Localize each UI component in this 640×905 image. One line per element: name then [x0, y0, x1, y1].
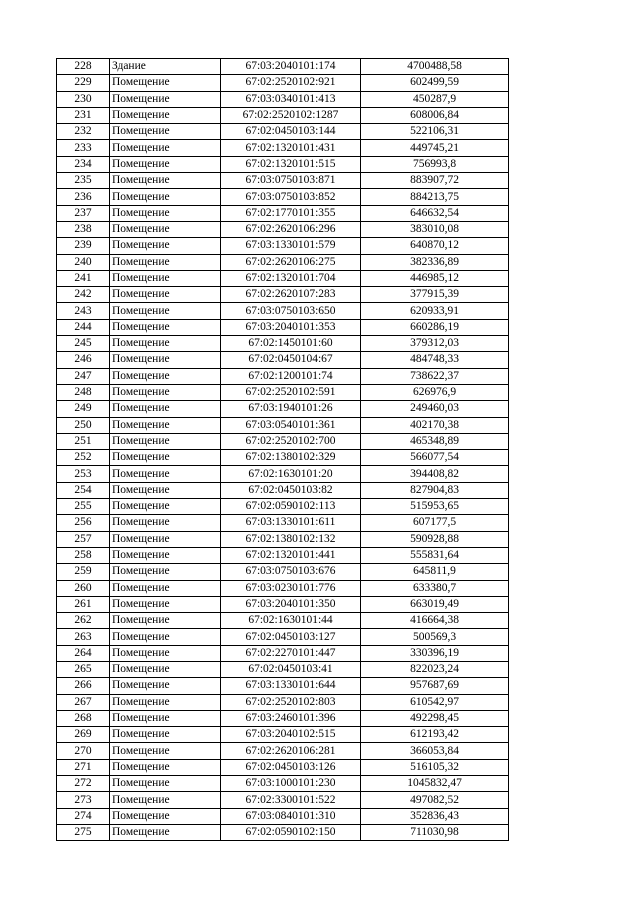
cadastral-number-cell: 67:02:1320101:431 — [221, 140, 361, 156]
row-number-cell: 247 — [57, 368, 110, 384]
cadastral-number-cell: 67:02:2520102:1287 — [221, 107, 361, 123]
table-row — [57, 352, 509, 368]
row-number-cell: 239 — [57, 238, 110, 254]
object-type-cell: Помещение — [110, 515, 221, 531]
cadastral-value-cell: 416664,38 — [361, 613, 509, 629]
cadastral-number-cell: 67:02:2620106:296 — [221, 221, 361, 237]
object-type-cell: Помещение — [110, 808, 221, 824]
object-type-cell: Помещение — [110, 368, 221, 384]
row-number-cell: 249 — [57, 401, 110, 417]
table-row — [57, 59, 509, 75]
table-row — [57, 450, 509, 466]
table-row — [57, 221, 509, 237]
cadastral-value-cell: 492298,45 — [361, 710, 509, 726]
row-number-cell: 244 — [57, 319, 110, 335]
cadastral-value-cell: 640870,12 — [361, 238, 509, 254]
row-number-cell: 270 — [57, 743, 110, 759]
cadastral-number-cell: 67:03:0230101:776 — [221, 580, 361, 596]
row-number-cell: 275 — [57, 824, 110, 840]
document-page — [56, 58, 508, 841]
cadastral-value-cell: 1045832,47 — [361, 776, 509, 792]
cadastral-value-cell: 566077,54 — [361, 450, 509, 466]
object-type-cell: Помещение — [110, 466, 221, 482]
row-number-cell: 259 — [57, 564, 110, 580]
table-row — [57, 75, 509, 91]
table-row — [57, 336, 509, 352]
table-row — [57, 270, 509, 286]
row-number-cell: 271 — [57, 759, 110, 775]
cadastral-number-cell: 67:03:0750103:650 — [221, 303, 361, 319]
cadastral-number-cell: 67:02:1450101:60 — [221, 336, 361, 352]
row-number-cell: 267 — [57, 694, 110, 710]
cadastral-number-cell: 67:02:2520102:803 — [221, 694, 361, 710]
cadastral-value-cell: 827904,83 — [361, 482, 509, 498]
object-type-cell: Здание — [110, 59, 221, 75]
object-type-cell: Помещение — [110, 629, 221, 645]
row-number-cell: 230 — [57, 91, 110, 107]
object-type-cell: Помещение — [110, 596, 221, 612]
cadastral-number-cell: 67:03:1940101:26 — [221, 401, 361, 417]
row-number-cell: 235 — [57, 173, 110, 189]
object-type-cell: Помещение — [110, 645, 221, 661]
cadastral-value-cell: 883907,72 — [361, 173, 509, 189]
cadastral-value-cell: 4700488,58 — [361, 59, 509, 75]
table-row — [57, 515, 509, 531]
cadastral-number-cell: 67:02:1630101:44 — [221, 613, 361, 629]
object-type-cell: Помещение — [110, 221, 221, 237]
row-number-cell: 232 — [57, 124, 110, 140]
cadastral-number-cell: 67:03:0750103:676 — [221, 564, 361, 580]
cadastral-value-cell: 484748,33 — [361, 352, 509, 368]
object-type-cell: Помещение — [110, 238, 221, 254]
row-number-cell: 243 — [57, 303, 110, 319]
row-number-cell: 236 — [57, 189, 110, 205]
table-row — [57, 596, 509, 612]
cadastral-value-cell: 450287,9 — [361, 91, 509, 107]
object-type-cell: Помещение — [110, 450, 221, 466]
cadastral-value-cell: 516105,32 — [361, 759, 509, 775]
object-type-cell: Помещение — [110, 384, 221, 400]
cadastral-value-cell: 590928,88 — [361, 531, 509, 547]
table-row — [57, 776, 509, 792]
row-number-cell: 262 — [57, 613, 110, 629]
cadastral-value-cell: 366053,84 — [361, 743, 509, 759]
object-type-cell: Помещение — [110, 613, 221, 629]
table-row — [57, 531, 509, 547]
object-type-cell: Помещение — [110, 499, 221, 515]
cadastral-value-cell: 497082,52 — [361, 792, 509, 808]
row-number-cell: 255 — [57, 499, 110, 515]
object-type-cell: Помещение — [110, 75, 221, 91]
cadastral-value-cell: 522106,31 — [361, 124, 509, 140]
table-row — [57, 173, 509, 189]
cadastral-number-cell: 67:02:0450103:82 — [221, 482, 361, 498]
row-number-cell: 228 — [57, 59, 110, 75]
row-number-cell: 242 — [57, 287, 110, 303]
object-type-cell: Помещение — [110, 824, 221, 840]
object-type-cell: Помещение — [110, 205, 221, 221]
object-type-cell: Помещение — [110, 91, 221, 107]
cadastral-number-cell: 67:02:2620106:281 — [221, 743, 361, 759]
table-row — [57, 613, 509, 629]
cadastral-value-cell: 377915,39 — [361, 287, 509, 303]
row-number-cell: 266 — [57, 678, 110, 694]
cadastral-number-cell: 67:02:0450103:144 — [221, 124, 361, 140]
table-row — [57, 808, 509, 824]
cadastral-value-cell: 382336,89 — [361, 254, 509, 270]
cadastral-value-cell: 756993,8 — [361, 156, 509, 172]
cadastral-number-cell: 67:02:1320101:441 — [221, 547, 361, 563]
row-number-cell: 272 — [57, 776, 110, 792]
table-row — [57, 759, 509, 775]
cadastral-value-cell: 884213,75 — [361, 189, 509, 205]
cadastral-number-cell: 67:03:2040102:515 — [221, 727, 361, 743]
cadastral-value-cell: 330396,19 — [361, 645, 509, 661]
cadastral-number-cell: 67:02:2620107:283 — [221, 287, 361, 303]
table-row — [57, 140, 509, 156]
cadastral-value-cell: 663019,49 — [361, 596, 509, 612]
cadastral-value-cell: 610542,97 — [361, 694, 509, 710]
cadastral-number-cell: 67:02:2520102:921 — [221, 75, 361, 91]
cadastral-number-cell: 67:02:3300101:522 — [221, 792, 361, 808]
row-number-cell: 237 — [57, 205, 110, 221]
property-register-table — [56, 58, 509, 841]
table-row — [57, 694, 509, 710]
object-type-cell: Помещение — [110, 547, 221, 563]
row-number-cell: 264 — [57, 645, 110, 661]
cadastral-value-cell: 822023,24 — [361, 661, 509, 677]
cadastral-number-cell: 67:03:2040101:353 — [221, 319, 361, 335]
table-row — [57, 629, 509, 645]
row-number-cell: 233 — [57, 140, 110, 156]
row-number-cell: 254 — [57, 482, 110, 498]
table-row — [57, 189, 509, 205]
table-row — [57, 156, 509, 172]
cadastral-number-cell: 67:02:2270101:447 — [221, 645, 361, 661]
cadastral-number-cell: 67:03:2460101:396 — [221, 710, 361, 726]
object-type-cell: Помещение — [110, 564, 221, 580]
table-row — [57, 401, 509, 417]
cadastral-value-cell: 646632,54 — [361, 205, 509, 221]
table-row — [57, 91, 509, 107]
cadastral-number-cell: 67:02:0450104:67 — [221, 352, 361, 368]
table-row — [57, 792, 509, 808]
cadastral-value-cell: 608006,84 — [361, 107, 509, 123]
cadastral-number-cell: 67:02:0590102:150 — [221, 824, 361, 840]
cadastral-value-cell: 402170,38 — [361, 417, 509, 433]
cadastral-value-cell: 711030,98 — [361, 824, 509, 840]
object-type-cell: Помещение — [110, 580, 221, 596]
object-type-cell: Помещение — [110, 270, 221, 286]
object-type-cell: Помещение — [110, 482, 221, 498]
cadastral-number-cell: 67:03:1000101:230 — [221, 776, 361, 792]
cadastral-number-cell: 67:02:1320101:704 — [221, 270, 361, 286]
cadastral-value-cell: 602499,59 — [361, 75, 509, 91]
object-type-cell: Помещение — [110, 140, 221, 156]
table-row — [57, 238, 509, 254]
object-type-cell: Помещение — [110, 727, 221, 743]
row-number-cell: 245 — [57, 336, 110, 352]
cadastral-value-cell: 465348,89 — [361, 433, 509, 449]
row-number-cell: 257 — [57, 531, 110, 547]
cadastral-number-cell: 67:02:0450103:127 — [221, 629, 361, 645]
cadastral-value-cell: 957687,69 — [361, 678, 509, 694]
cadastral-number-cell: 67:03:0540101:361 — [221, 417, 361, 433]
row-number-cell: 250 — [57, 417, 110, 433]
object-type-cell: Помещение — [110, 352, 221, 368]
table-row — [57, 482, 509, 498]
cadastral-number-cell: 67:02:1320101:515 — [221, 156, 361, 172]
table-row — [57, 254, 509, 270]
cadastral-value-cell: 645811,9 — [361, 564, 509, 580]
table-row — [57, 384, 509, 400]
cadastral-number-cell: 67:02:1380102:132 — [221, 531, 361, 547]
table-row — [57, 417, 509, 433]
object-type-cell: Помещение — [110, 287, 221, 303]
table-row — [57, 368, 509, 384]
row-number-cell: 251 — [57, 433, 110, 449]
row-number-cell: 240 — [57, 254, 110, 270]
row-number-cell: 273 — [57, 792, 110, 808]
object-type-cell: Помещение — [110, 189, 221, 205]
object-type-cell: Помещение — [110, 319, 221, 335]
cadastral-value-cell: 612193,42 — [361, 727, 509, 743]
row-number-cell: 229 — [57, 75, 110, 91]
row-number-cell: 263 — [57, 629, 110, 645]
object-type-cell: Помещение — [110, 156, 221, 172]
table-row — [57, 547, 509, 563]
table-row — [57, 678, 509, 694]
cadastral-value-cell: 626976,9 — [361, 384, 509, 400]
cadastral-number-cell: 67:03:1330101:579 — [221, 238, 361, 254]
object-type-cell: Помещение — [110, 401, 221, 417]
object-type-cell: Помещение — [110, 710, 221, 726]
object-type-cell: Помещение — [110, 433, 221, 449]
cadastral-value-cell: 660286,19 — [361, 319, 509, 335]
table-row — [57, 205, 509, 221]
cadastral-value-cell: 620933,91 — [361, 303, 509, 319]
table-row — [57, 466, 509, 482]
cadastral-value-cell: 446985,12 — [361, 270, 509, 286]
table-row — [57, 710, 509, 726]
row-number-cell: 260 — [57, 580, 110, 596]
cadastral-number-cell: 67:02:0590102:113 — [221, 499, 361, 515]
table-row — [57, 580, 509, 596]
object-type-cell: Помещение — [110, 336, 221, 352]
table-row — [57, 303, 509, 319]
cadastral-value-cell: 394408,82 — [361, 466, 509, 482]
cadastral-value-cell: 633380,7 — [361, 580, 509, 596]
cadastral-value-cell: 607177,5 — [361, 515, 509, 531]
object-type-cell: Помещение — [110, 678, 221, 694]
cadastral-value-cell: 500569,3 — [361, 629, 509, 645]
row-number-cell: 246 — [57, 352, 110, 368]
cadastral-number-cell: 67:03:2040101:350 — [221, 596, 361, 612]
cadastral-number-cell: 67:02:1380102:329 — [221, 450, 361, 466]
row-number-cell: 265 — [57, 661, 110, 677]
table-row — [57, 287, 509, 303]
cadastral-number-cell: 67:03:2040101:174 — [221, 59, 361, 75]
table-row — [57, 107, 509, 123]
table-row — [57, 124, 509, 140]
object-type-cell: Помещение — [110, 759, 221, 775]
cadastral-number-cell: 67:03:0750103:852 — [221, 189, 361, 205]
table-row — [57, 727, 509, 743]
cadastral-number-cell: 67:02:1630101:20 — [221, 466, 361, 482]
cadastral-number-cell: 67:02:1770101:355 — [221, 205, 361, 221]
row-number-cell: 252 — [57, 450, 110, 466]
cadastral-value-cell: 249460,03 — [361, 401, 509, 417]
cadastral-number-cell: 67:02:1200101:74 — [221, 368, 361, 384]
cadastral-number-cell: 67:02:2620106:275 — [221, 254, 361, 270]
cadastral-value-cell: 449745,21 — [361, 140, 509, 156]
row-number-cell: 261 — [57, 596, 110, 612]
cadastral-number-cell: 67:02:2520102:591 — [221, 384, 361, 400]
cadastral-value-cell: 555831,64 — [361, 547, 509, 563]
object-type-cell: Помещение — [110, 303, 221, 319]
object-type-cell: Помещение — [110, 107, 221, 123]
cadastral-number-cell: 67:03:1330101:644 — [221, 678, 361, 694]
object-type-cell: Помещение — [110, 531, 221, 547]
object-type-cell: Помещение — [110, 254, 221, 270]
cadastral-number-cell: 67:03:0340101:413 — [221, 91, 361, 107]
cadastral-value-cell: 352836,43 — [361, 808, 509, 824]
table-row — [57, 645, 509, 661]
cadastral-value-cell: 738622,37 — [361, 368, 509, 384]
object-type-cell: Помещение — [110, 124, 221, 140]
cadastral-number-cell: 67:02:0450103:41 — [221, 661, 361, 677]
register-table-body — [57, 59, 509, 841]
object-type-cell: Помещение — [110, 792, 221, 808]
table-row — [57, 661, 509, 677]
row-number-cell: 238 — [57, 221, 110, 237]
cadastral-number-cell: 67:03:0750103:871 — [221, 173, 361, 189]
cadastral-number-cell: 67:03:0840101:310 — [221, 808, 361, 824]
object-type-cell: Помещение — [110, 743, 221, 759]
table-row — [57, 743, 509, 759]
cadastral-value-cell: 515953,65 — [361, 499, 509, 515]
row-number-cell: 248 — [57, 384, 110, 400]
cadastral-number-cell: 67:03:1330101:611 — [221, 515, 361, 531]
row-number-cell: 274 — [57, 808, 110, 824]
table-row — [57, 824, 509, 840]
row-number-cell: 269 — [57, 727, 110, 743]
row-number-cell: 268 — [57, 710, 110, 726]
row-number-cell: 253 — [57, 466, 110, 482]
cadastral-number-cell: 67:02:0450103:126 — [221, 759, 361, 775]
table-row — [57, 433, 509, 449]
object-type-cell: Помещение — [110, 417, 221, 433]
row-number-cell: 234 — [57, 156, 110, 172]
cadastral-value-cell: 379312,03 — [361, 336, 509, 352]
object-type-cell: Помещение — [110, 694, 221, 710]
table-row — [57, 564, 509, 580]
object-type-cell: Помещение — [110, 173, 221, 189]
row-number-cell: 258 — [57, 547, 110, 563]
cadastral-value-cell: 383010,08 — [361, 221, 509, 237]
row-number-cell: 231 — [57, 107, 110, 123]
table-row — [57, 499, 509, 515]
object-type-cell: Помещение — [110, 661, 221, 677]
row-number-cell: 256 — [57, 515, 110, 531]
object-type-cell: Помещение — [110, 776, 221, 792]
row-number-cell: 241 — [57, 270, 110, 286]
table-row — [57, 319, 509, 335]
cadastral-number-cell: 67:02:2520102:700 — [221, 433, 361, 449]
